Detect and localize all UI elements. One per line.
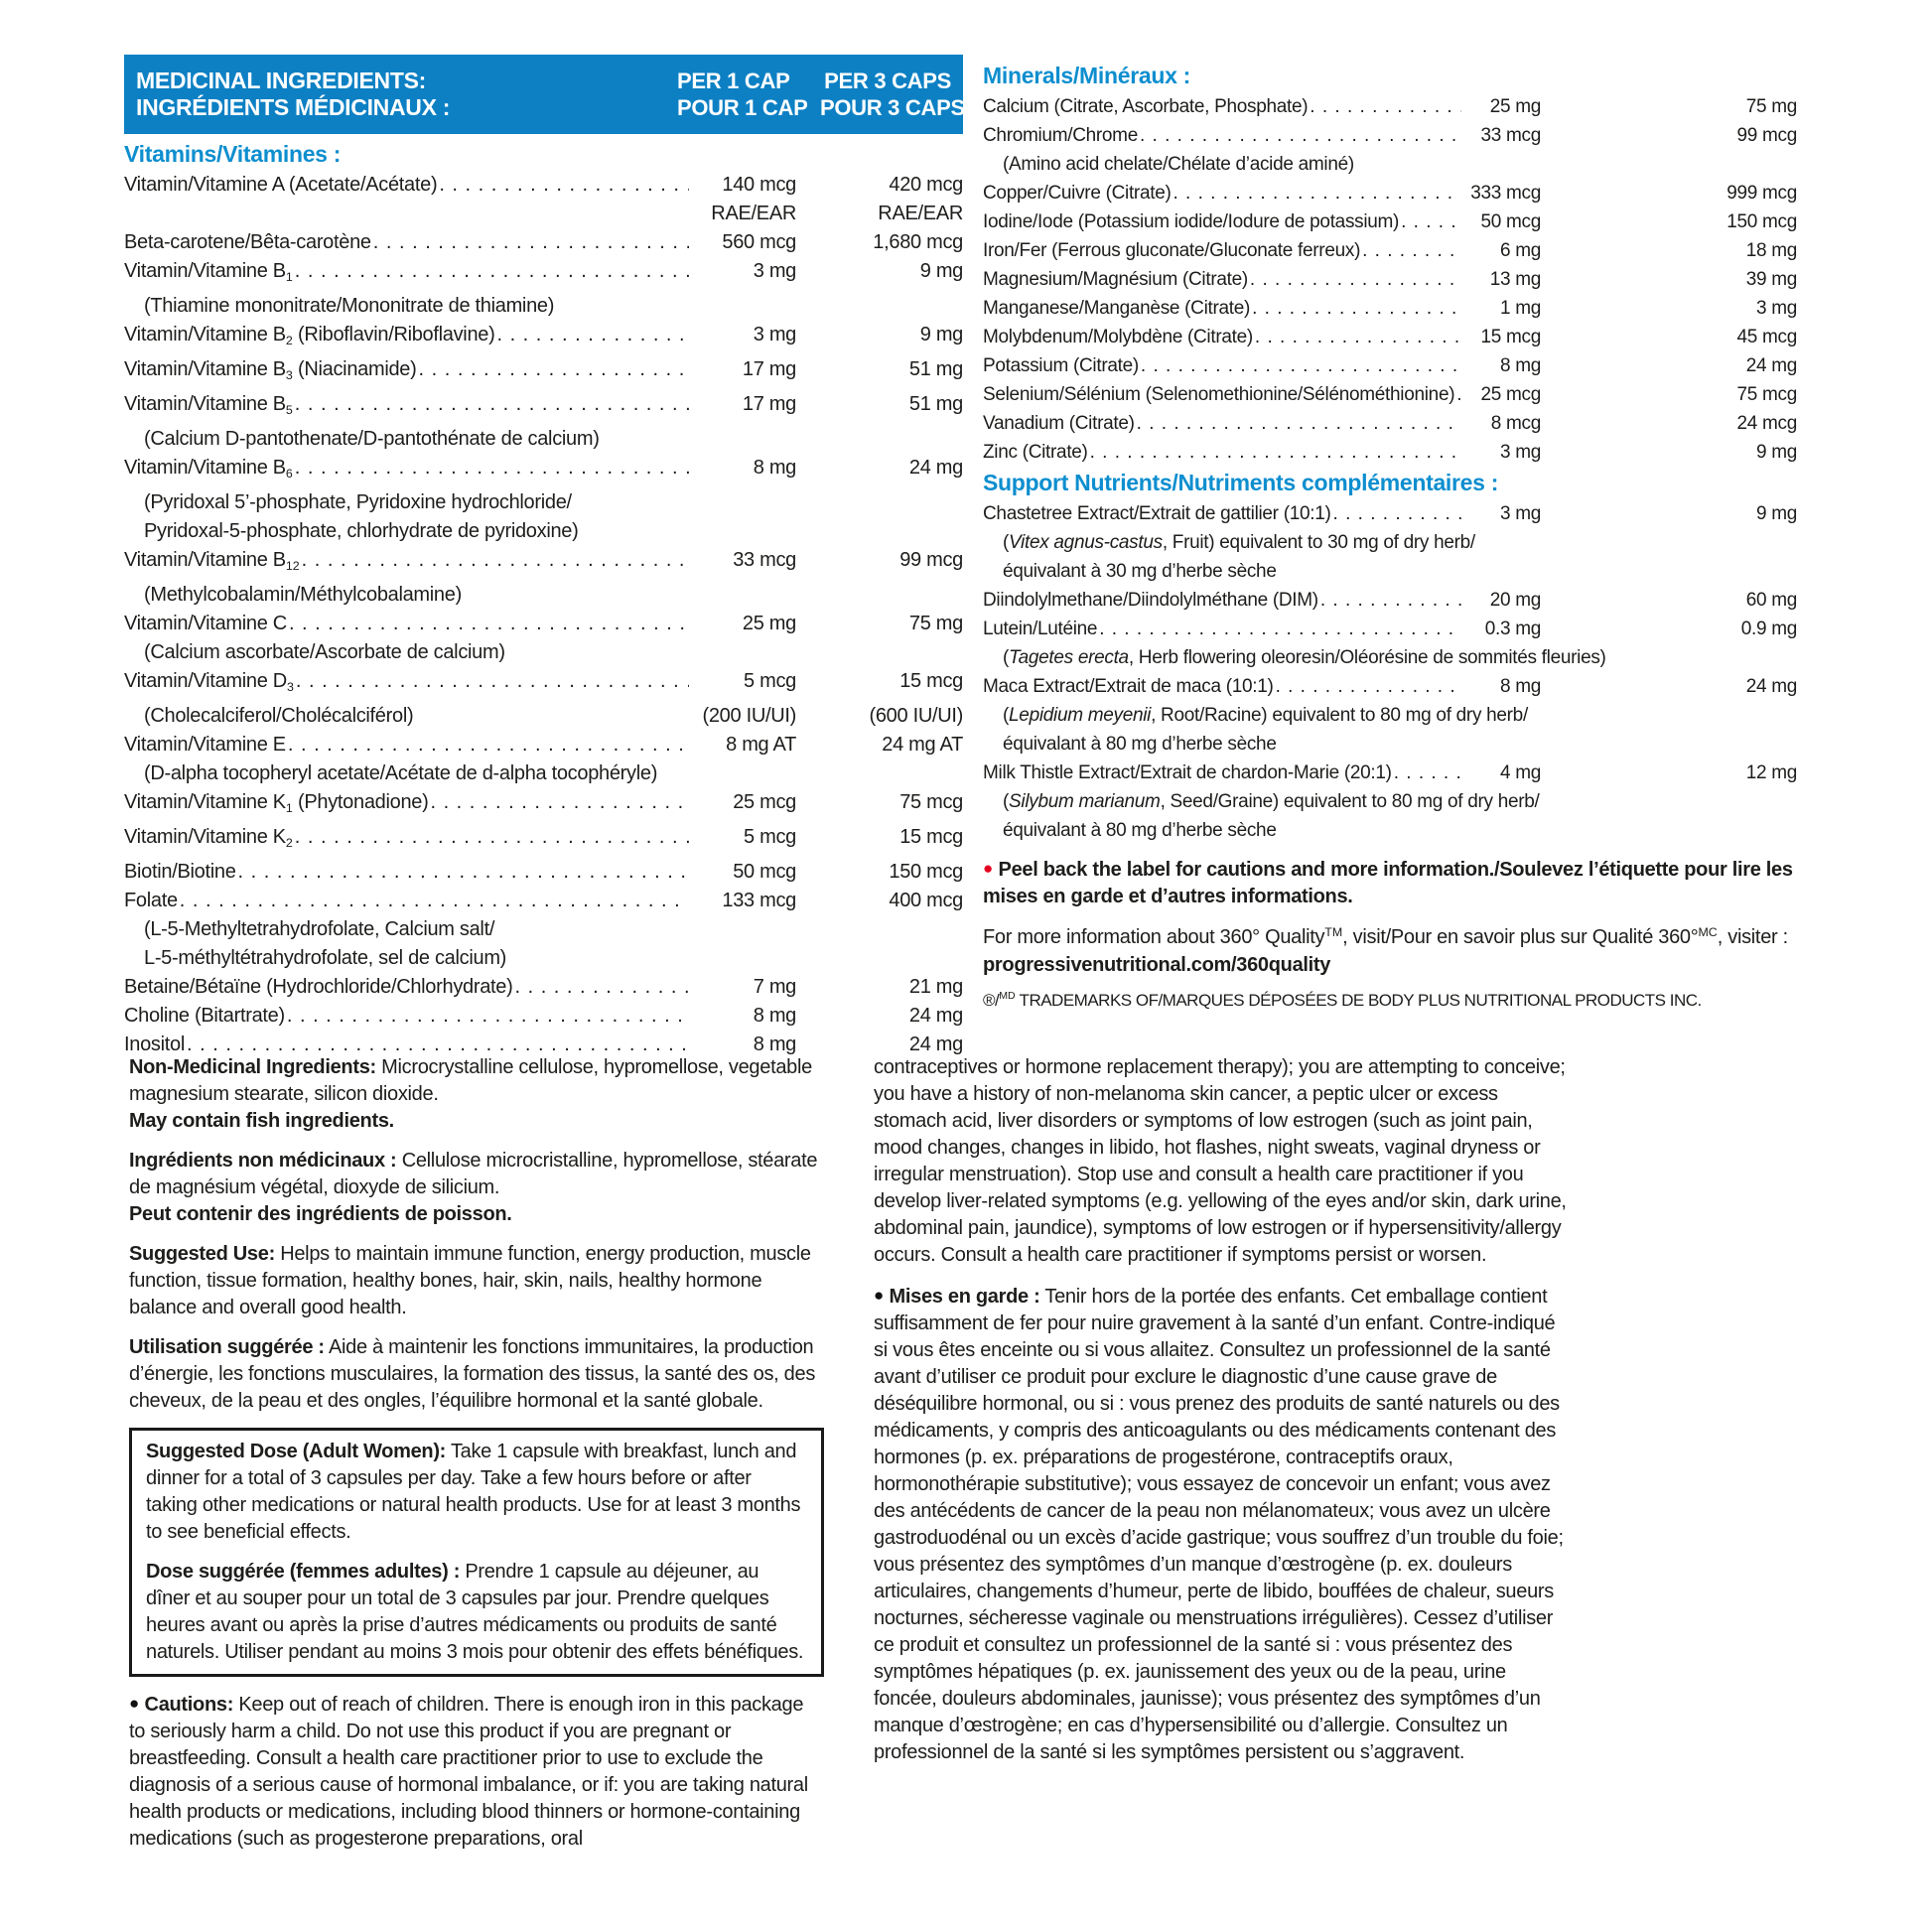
paragraph-lead: Suggested Dose (Adult Women):: [146, 1441, 447, 1462]
per1-value: 17 mg: [742, 358, 796, 380]
text-paragraph: [129, 1148, 824, 1228]
dotted-leader: [1454, 380, 1461, 409]
ingredient-row: [124, 823, 963, 858]
ingredient-sub-name: (Pyridoxal 5’-phosphate, Pyridoxine hydrochloride/: [144, 491, 572, 513]
ingredient-name: Vitamin/Vitamine $B_1$: [124, 260, 293, 284]
per3-value: 1,680 mcg: [873, 231, 963, 253]
paragraph-lead: Utilisation suggérée :: [129, 1336, 325, 1358]
ingredient-sub-name: (Vitex agnus-castus, Fruit) equivalent to 30 mg of dry herb/: [1003, 532, 1475, 553]
dotted-leader: [1360, 236, 1461, 265]
per1-value: 6 mg: [1499, 240, 1541, 261]
per3-value: 9 mg: [1755, 442, 1797, 463]
ingredient-name: Chromium/Chrome: [983, 125, 1138, 146]
ingredient-name: Selenium/Sélénium (Selenomethionine/Sélénométhionine): [983, 384, 1455, 405]
dotted-leader: [1097, 615, 1461, 643]
ingredient-row: [983, 236, 1797, 265]
ingredient-row: [124, 321, 963, 355]
ingredient-row: [124, 610, 963, 667]
ingredient-main-line: [124, 788, 963, 823]
per3-value: 9 mg: [919, 260, 963, 282]
paragraph-text: Microcrystalline cellulose, hypromellose, vegetable magnesium stearate, silicon dioxide.: [129, 1056, 812, 1105]
ingredient-row: [983, 351, 1797, 380]
paragraph-text: Tenir hors de la portée des enfants. Cet emballage contient suffisamment de fer pour nuire gravement à la santé d’un enfant. Contre-indiqué si vous êtes enceinte ou si vous allaitez. Consultez un professionnel de la santé avant d’utiliser ce produit pour exclure le diagnostic d’une cause grave de déséquilibre hormonal, ou si : vous prenez des produits de santé naturels ou des médicaments, y compris des anticoagulants ou des médicaments contenant des hormones (p. ex. préparations de progestérone, contraceptifs oraux, hormonothérapie substitutive); vous essayez de concevoir un enfant; vous avez des antécédents de cancer de la peau non mélanomateux; vous avez un ulcère gastroduodénal ou un excès d’acide gastrique; vous souffrez d’un trouble du foie; vous présentez des symptômes d’un manque d’œstrogène (p. ex. douleurs articulaires, changements d’humeur, perte de libido, bouffées de chaleur, sueurs nocturnes, sécheresse vaginale ou menstruations irrégulières). Cessez d’utiliser ce produit et consultez un professionnel de la santé si : vous présentez des symptômes hépatiques (p. ex. jaunissement des yeux ou de la peau, urine foncée, douleurs abdominales, jaunisse); vous présentez des symptômes d’un manque d’œstrogène; en cas d’hypersensibilité ou d’allergie. Consultez un professionnel de la santé si les symptômes persistent ou s’aggravent.: [874, 1286, 1564, 1763]
per3-value: 75 mg: [1745, 96, 1797, 117]
ingredient-main-line: [124, 731, 963, 759]
paragraph-lead: Cautions:: [144, 1694, 234, 1716]
dotted-leader: [416, 355, 689, 384]
per3-value: 9 mg: [1755, 503, 1797, 524]
paragraph-text: Cellulose microcristalline, hypromellose, stéarate de magnésium végétal, dioxyde de silicium.: [129, 1150, 818, 1198]
support-nutrients-table: [983, 499, 1797, 845]
ingredient-name: Vitamin/Vitamine $B_3$ (Niacinamide): [124, 358, 417, 382]
ingredient-main-line: [983, 615, 1797, 643]
paragraph-text: Take 1 capsule with breakfast, lunch and dinner for a total of 3 capsules per day. Take a few hours before or after taking other medications or natural health products. Use for at least 3 months to see beneficial effects.: [146, 1441, 801, 1543]
ingredient-row: [124, 454, 963, 546]
per1-value: 33 mcg: [733, 549, 796, 571]
ingredient-name: Vitamin/Vitamine $K_1$ (Phytonadione): [124, 791, 429, 815]
vitamins-table: [124, 171, 963, 1059]
ingredient-name: Calcium (Citrate, Ascorbate, Phosphate): [983, 96, 1309, 117]
dotted-leader: [287, 610, 689, 638]
medicinal-header-bar: [124, 55, 963, 134]
per1-value: 8 mg: [753, 1005, 796, 1027]
ingredient-row: [124, 858, 963, 887]
per3-value: 15 mcg: [899, 670, 963, 692]
per1-value: 5 mcg: [744, 670, 796, 692]
dotted-leader: [1331, 499, 1461, 528]
ingredient-name: Diindolylmethane/Diindolylméthane (DIM): [983, 590, 1318, 611]
per1-value: 25 mcg: [1480, 384, 1541, 405]
ingredient-sub-name: (Calcium D-pantothenate/D-pantothénate de calcium): [144, 428, 600, 450]
ingredient-name: Inositol: [124, 1034, 185, 1055]
per1-value: 13 mg: [1489, 269, 1541, 290]
per1-value-line2: RAE/EAR: [711, 203, 796, 224]
ingredient-main-line: [124, 610, 963, 638]
per3-value: 15 mcg: [899, 826, 963, 848]
ingredient-name: Beta-carotene/Bêta-carotène: [124, 231, 371, 253]
ingredient-main-line: [983, 92, 1797, 121]
per1-sub-value: (200 IU/UI): [702, 705, 796, 727]
dotted-leader: [285, 1002, 689, 1031]
per1-value: 133 mcg: [722, 890, 796, 911]
per3-value: 45 mcg: [1736, 327, 1797, 347]
dotted-leader: [178, 887, 689, 915]
per1-value: 0.3 mg: [1484, 619, 1541, 639]
bottom-left-text-column: [129, 1054, 824, 1865]
per3-value: 24 mg: [908, 1005, 963, 1027]
ingredient-main-line: [983, 265, 1797, 294]
ingredient-name: Molybdenum/Molybdène (Citrate): [983, 327, 1253, 347]
per3-value: 24 mg: [1745, 355, 1797, 376]
per1-value: 8 mcg: [1490, 413, 1541, 434]
ingredient-main-line: [124, 823, 963, 858]
ingredient-row: [983, 121, 1797, 179]
per1-value: 50 mcg: [733, 861, 796, 883]
dotted-leader: [286, 731, 689, 759]
text-paragraph: [129, 1334, 824, 1415]
per3-value: 24 mg: [908, 457, 963, 479]
dotted-leader: [512, 973, 689, 1002]
quality-info-url: progressivenutritional.com/360quality: [983, 954, 1331, 976]
ingredient-sub-name: (Calcium ascorbate/Ascorbate de calcium): [144, 641, 505, 663]
ingredient-main-line: [124, 858, 963, 887]
per3-value: 75 mcg: [1736, 384, 1797, 405]
ingredient-sub-name: (Methylcobalamin/Méthylcobalamine): [144, 584, 462, 606]
ingredient-sub-name: (D-alpha tocopheryl acetate/Acétate de d-alpha tocophéryle): [144, 762, 658, 784]
per3-value-line2: RAE/EAR: [878, 203, 963, 224]
minerals-section-heading: Minerals/Minéraux :: [983, 63, 1191, 88]
ingredient-main-line: [983, 236, 1797, 265]
per1-value: 3 mg: [753, 324, 796, 345]
per1-value: 50 mcg: [1480, 211, 1541, 232]
text-paragraph: [146, 1559, 807, 1666]
minerals-table: [983, 92, 1797, 467]
dotted-leader: [371, 228, 689, 257]
paragraph-text: Helps to maintain immune function, energy production, muscle function, tissue formation, healthy bones, hair, skin, nails, healthy hormone balance and overall good health.: [129, 1243, 811, 1318]
per1-value: 8 mg AT: [726, 734, 796, 756]
ingredient-name: Lutein/Lutéine: [983, 619, 1098, 639]
per1-value: 5 mcg: [744, 826, 796, 848]
ingredient-main-line: [983, 179, 1797, 207]
ingredient-row: [983, 323, 1797, 351]
per1-value: 560 mcg: [722, 231, 796, 253]
ingredient-name: Iron/Fer (Ferrous gluconate/Gluconate ferreux): [983, 240, 1361, 261]
bullet-icon: ●: [874, 1286, 885, 1305]
per1-value: 333 mcg: [1470, 183, 1541, 204]
per3-value: 21 mg: [908, 976, 963, 998]
ingredient-sub-name: L-5-méthyltétrahydrofolate, sel de calcium): [144, 947, 507, 969]
per3-value: 150 mcg: [1726, 211, 1797, 232]
ingredient-main-line: [983, 323, 1797, 351]
per3-value: 0.9 mg: [1740, 619, 1797, 639]
ingredient-row: [124, 731, 963, 788]
ingredient-main-line: [983, 759, 1797, 787]
per1-value: 4 mg: [1499, 762, 1541, 783]
medicinal-header-title-en: MEDICINAL INGREDIENTS:: [136, 68, 426, 93]
ingredient-main-line: [983, 499, 1797, 528]
per3-value: 75 mg: [908, 613, 963, 634]
ingredient-row: [983, 179, 1797, 207]
ingredient-row: [124, 887, 963, 973]
dotted-leader: [1135, 409, 1461, 438]
ingredient-sub-name: (Lepidium meyenii, Root/Racine) equivalent to 80 mg of dry herb/: [1003, 705, 1528, 726]
paragraph-bold-tail: Peut contenir des ingrédients de poisson.: [129, 1203, 512, 1225]
paragraph-text: Aide à maintenir les fonctions immunitaires, la production d’énergie, les fonctions musculaires, la formation des tissus, la santé des os, des cheveux, de la peau et des ongles, l’équilibre hormonal et la santé globale.: [129, 1336, 816, 1412]
per3-sub-value: (600 IU/UI): [869, 705, 963, 727]
per3-value: 39 mg: [1745, 269, 1797, 290]
per1-value: 15 mcg: [1480, 327, 1541, 347]
ingredient-main-line: [124, 454, 963, 488]
paragraph-lead: Mises en garde :: [889, 1286, 1040, 1308]
per3-value: 150 mcg: [889, 861, 963, 883]
dotted-leader: [1392, 759, 1461, 787]
ingredient-main-line: [124, 228, 963, 257]
text-paragraph: [874, 1054, 1569, 1269]
ingredient-name: Potassium (Citrate): [983, 355, 1139, 376]
per-1-cap-column-header: [677, 68, 808, 121]
ingredient-sub-name: équivalant à 30 mg d’herbe sèche: [1003, 561, 1277, 582]
per3-value: 99 mcg: [1736, 125, 1797, 146]
ingredient-name: Vitamin/Vitamine E: [124, 734, 286, 756]
ingredient-sub-name: (Amino acid chelate/Chélate d’acide aminé): [1003, 154, 1354, 175]
paragraph-lead: Non-Medicinal Ingredients:: [129, 1056, 376, 1078]
ingredient-name: Betaine/Bétaïne (Hydrochloride/Chlorhydrate): [124, 976, 513, 998]
per1-value: 3 mg: [1499, 442, 1541, 463]
per1-value: 7 mg: [753, 976, 796, 998]
per3-value: 60 mg: [1745, 590, 1797, 611]
ingredient-sub-name: (Silybum marianum, Seed/Graine) equivalent to 80 mg of dry herb/: [1003, 791, 1540, 812]
per3-value: 999 mcg: [1726, 183, 1797, 204]
ingredient-main-line: [983, 351, 1797, 380]
ingredient-row: [983, 380, 1797, 409]
per3-value: 400 mcg: [889, 890, 963, 911]
ingredient-main-line: [124, 390, 963, 425]
paragraph-text: contraceptives or hormone replacement therapy); you are attempting to conceive; you have a history of non-melanoma skin cancer, a peptic ulcer or excess stomach acid, liver disorders or symptoms of low estrogen (such as joint pain, mood changes, changes in libido, hot flashes, night sweats, vaginal dryness or irregular menstruation). Stop use and consult a health care practitioner if you develop liver-related symptoms (e.g. yellowing of the eyes and/or skin, dark urine, abdominal pain, jaundice), symptoms of low estrogen or if hypersensitivity/allergy occurs. Consult a health care practitioner if symptoms persist or worsen.: [874, 1056, 1567, 1266]
per3-value: 9 mg: [919, 324, 963, 345]
dotted-leader: [300, 546, 689, 575]
ingredient-name: Vitamin/Vitamine $B_5$: [124, 393, 293, 417]
per1-value: 33 mcg: [1480, 125, 1541, 146]
ingredient-name: Vitamin/Vitamine $K_2$: [124, 826, 293, 850]
ingredient-name: Biotin/Biotine: [124, 861, 236, 883]
per1-value: 3 mg: [753, 260, 796, 282]
ingredient-main-line: [983, 294, 1797, 323]
ingredient-name: Maca Extract/Extrait de maca (10:1): [983, 676, 1274, 697]
per-3-caps-fr: POUR 3 CAPS: [820, 95, 965, 120]
ingredient-name: Folate: [124, 890, 178, 911]
per1-value: 17 mg: [742, 393, 796, 415]
per1-value: 140 mcg: [722, 174, 796, 196]
medicinal-header-title: [136, 68, 677, 121]
dotted-leader: [1253, 323, 1461, 351]
ingredient-name: Choline (Bitartrate): [124, 1005, 285, 1027]
paragraph-lead: Suggested Use:: [129, 1243, 275, 1265]
per1-value: 8 mg: [1499, 355, 1541, 376]
dotted-leader: [494, 321, 689, 349]
ingredient-name: Vitamin/Vitamine $B_6$: [124, 457, 293, 481]
ingredient-main-line: [124, 257, 963, 292]
text-paragraph: [874, 1282, 1569, 1766]
ingredient-row: [983, 759, 1797, 845]
suggested-dose-box: [129, 1428, 824, 1677]
bullet-icon: ●: [129, 1694, 140, 1713]
ingredient-name: Vitamin/Vitamine $B_2$ (Riboflavin/Riboflavine): [124, 324, 495, 347]
dotted-leader: [293, 454, 689, 483]
per-1-cap-en: PER 1 CAP: [677, 69, 790, 93]
ingredient-main-line: [124, 973, 963, 1002]
per3-value: 75 mcg: [899, 791, 963, 813]
dotted-leader: [293, 257, 689, 286]
ingredient-name: Manganese/Manganèse (Citrate): [983, 298, 1251, 319]
per3-value: 24 mcg: [1736, 413, 1797, 434]
peel-back-note: [983, 855, 1797, 910]
dotted-leader: [294, 667, 689, 696]
ingredient-sub-name: équivalant à 80 mg d’herbe sèche: [1003, 820, 1277, 841]
per1-value: 3 mg: [1499, 503, 1541, 524]
ingredient-row: [983, 409, 1797, 438]
ingredient-row: [983, 586, 1797, 615]
per3-value: 51 mg: [908, 393, 963, 415]
dotted-leader: [1318, 586, 1461, 615]
minerals-support-panel: [983, 60, 1797, 1012]
dotted-leader: [428, 788, 689, 817]
medicinal-header-title-fr: INGRÉDIENTS MÉDICINAUX :: [136, 94, 451, 120]
ingredient-row: [983, 499, 1797, 586]
ingredient-main-line: [124, 321, 963, 355]
ingredient-main-line: [124, 546, 963, 581]
dotted-leader: [1139, 351, 1461, 380]
ingredient-main-line: [124, 667, 963, 702]
ingredient-main-line: [124, 171, 963, 200]
ingredient-value-line2: [124, 200, 963, 228]
ingredient-row: [124, 667, 963, 731]
ingredient-sub-name: (L-5-Methyltetrahydrofolate, Calcium salt/: [144, 918, 495, 940]
ingredient-row: [124, 257, 963, 321]
text-paragraph: [129, 1241, 824, 1321]
text-paragraph: [146, 1439, 807, 1546]
per1-value: 25 mcg: [733, 791, 796, 813]
quality-info-text: For more information about 360° Quality™, visit/Pour en savoir plus sur Qualité 360°$^{MC}$, visiter :: [983, 925, 1788, 948]
ingredient-row: [124, 788, 963, 823]
paragraph-bold-tail: May contain fish ingredients.: [129, 1110, 394, 1132]
ingredient-row: [983, 438, 1797, 467]
per-3-caps-en: PER 3 CAPS: [824, 69, 951, 93]
ingredient-main-line: [983, 409, 1797, 438]
ingredient-name: Iodine/Iode (Potassium iodide/Iodure de potassium): [983, 211, 1400, 232]
dotted-leader: [1250, 294, 1461, 323]
dotted-leader: [1248, 265, 1461, 294]
trademark-note: ®/$^{MD}$ TRADEMARKS OF/MARQUES DÉPOSÉES DE BODY PLUS NUTRITIONAL PRODUCTS INC.: [983, 990, 1702, 1010]
per3-value: 3 mg: [1755, 298, 1797, 319]
dotted-leader: [1399, 207, 1461, 236]
ingredient-name: Chastetree Extract/Extrait de gattilier (10:1): [983, 503, 1331, 524]
support-nutrients-section-heading: Support Nutrients/Nutriments complémentaires :: [983, 470, 1499, 495]
ingredient-row: [124, 171, 963, 228]
ingredient-name: Zinc (Citrate): [983, 442, 1088, 463]
ingredient-name: Vitamin/Vitamine $B_{12}$: [124, 549, 300, 573]
ingredient-row: [983, 615, 1797, 672]
ingredient-row: [124, 228, 963, 257]
paragraph-text: Prendre 1 capsule au déjeuner, au dîner et au souper pour un total de 3 capsules par jour. Prendre quelques heures avant ou après la prise d’autres médicaments ou produits de santé naturels. Utiliser pendant au moins 3 mois pour obtenir des effets bénéfiques.: [146, 1561, 804, 1663]
ingredient-name: Copper/Cuivre (Citrate): [983, 183, 1172, 204]
per1-value: 8 mg: [753, 1034, 796, 1055]
per3-value: 51 mg: [908, 358, 963, 380]
per3-value: 24 mg AT: [882, 734, 963, 756]
ingredient-sub-name: équivalant à 80 mg d’herbe sèche: [1003, 734, 1277, 755]
ingredient-sub-name: (Tagetes erecta, Herb flowering oleoresin/Oléorésine de sommités fleuries): [1003, 647, 1606, 668]
ingredient-row: [124, 546, 963, 610]
ingredient-row: [983, 92, 1797, 121]
paragraph-text: Keep out of reach of children. There is enough iron in this package to seriously harm a child. Do not use this product if you are pregnant or breastfeeding. Consult a health care practitioner prior to use to exclude the diagnosis of a serious cause of hormonal imbalance, or if: you are taking natural health products or medications, including blood thinners or hormone-containing medications (such as progesterone preparations, oral: [129, 1694, 808, 1850]
ingredient-row: [124, 390, 963, 454]
ingredient-row: [124, 973, 963, 1002]
vitamins-section-heading: Vitamins/Vitamines :: [124, 141, 342, 167]
ingredient-main-line: [983, 438, 1797, 467]
dotted-leader: [236, 858, 689, 887]
ingredient-row: [983, 294, 1797, 323]
per3-value: 420 mcg: [889, 174, 963, 196]
ingredient-name: Vitamin/Vitamine C: [124, 613, 287, 634]
ingredient-main-line: [983, 207, 1797, 236]
per-1-cap-fr: POUR 1 CAP: [677, 95, 808, 120]
dotted-leader: [1308, 92, 1461, 121]
dotted-leader: [293, 823, 689, 852]
ingredient-row: [124, 1002, 963, 1031]
ingredient-main-line: [983, 586, 1797, 615]
dotted-leader: [293, 390, 689, 419]
ingredient-sub-line: [124, 702, 963, 731]
quality-info-note: [983, 918, 1797, 979]
per1-value: 8 mg: [753, 457, 796, 479]
text-paragraph: [129, 1690, 824, 1853]
ingredient-main-line: [124, 1002, 963, 1031]
per3-value: 24 mg: [908, 1034, 963, 1055]
per3-value: 18 mg: [1745, 240, 1797, 261]
medicinal-ingredients-panel: [124, 55, 963, 1059]
ingredient-row: [983, 672, 1797, 759]
dotted-leader: [1138, 121, 1461, 150]
ingredient-main-line: [983, 672, 1797, 701]
per1-value: 20 mg: [1489, 590, 1541, 611]
per3-value: 24 mg: [1745, 676, 1797, 697]
dotted-leader: [1088, 438, 1461, 467]
ingredient-sub-name: (Thiamine mononitrate/Mononitrate de thiamine): [144, 295, 555, 317]
ingredient-sub-name: Pyridoxal-5-phosphate, chlorhydrate de pyridoxine): [144, 520, 579, 542]
ingredient-row: [124, 355, 963, 390]
per1-value: 8 mg: [1499, 676, 1541, 697]
dotted-leader: [1172, 179, 1462, 207]
ingredient-name: Magnesium/Magnésium (Citrate): [983, 269, 1248, 290]
ingredient-name: Milk Thistle Extract/Extrait de chardon-Marie (20:1): [983, 762, 1392, 783]
text-paragraph: [129, 1054, 824, 1135]
ingredient-name: Vitamin/Vitamine A (Acetate/Acétate): [124, 174, 438, 196]
ingredient-name: Vanadium (Citrate): [983, 413, 1135, 434]
paragraph-lead: Ingrédients non médicinaux :: [129, 1150, 397, 1172]
peel-back-note-text: Peel back the label for cautions and more information./Soulevez l’étiquette pour lire les mises en garde et d’autres informations.: [983, 859, 1793, 907]
per-3-caps-column-header: [820, 68, 965, 121]
ingredient-main-line: [983, 380, 1797, 409]
per1-value: 1 mg: [1499, 298, 1541, 319]
paragraph-lead: Dose suggérée (femmes adultes) :: [146, 1561, 461, 1583]
red-dot-icon: ●: [983, 859, 994, 878]
per3-value: 12 mg: [1745, 762, 1797, 783]
dotted-leader: [1274, 672, 1461, 701]
ingredient-main-line: [124, 355, 963, 390]
ingredient-main-line: [124, 887, 963, 915]
per1-value: 25 mg: [1489, 96, 1541, 117]
ingredient-sub-name: (Cholecalciferol/Cholécalciférol): [144, 705, 414, 727]
ingredient-main-line: [983, 121, 1797, 150]
ingredient-name: Vitamin/Vitamine $D_3$: [124, 670, 294, 694]
bottom-right-text-column: [874, 1054, 1569, 1779]
ingredient-row: [983, 207, 1797, 236]
ingredient-row: [983, 265, 1797, 294]
dotted-leader: [437, 171, 689, 200]
per1-value: 25 mg: [742, 613, 796, 634]
per3-value: 99 mcg: [899, 549, 963, 571]
